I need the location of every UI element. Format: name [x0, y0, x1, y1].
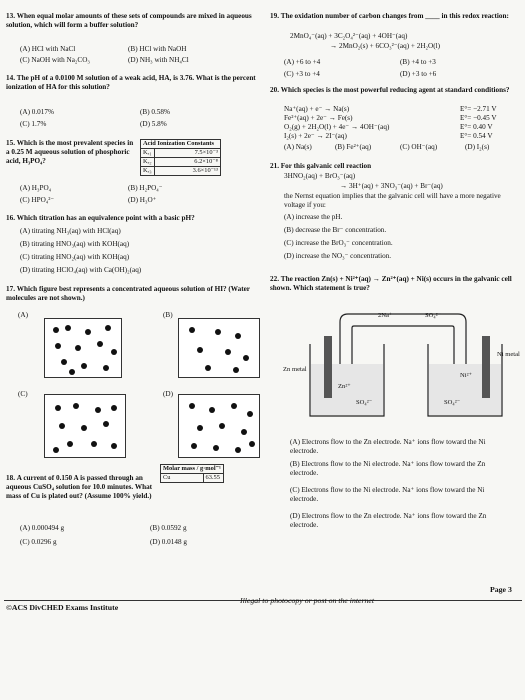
table-cell: Kₐ₁	[141, 149, 155, 158]
particle-dot	[191, 443, 197, 449]
equation-line: → 2MnO₂(s) + 6CO₃²⁻(aq) + 2H₂O(l)	[330, 42, 441, 50]
option-b[interactable]: (B) 0.58%	[140, 108, 170, 116]
question-number: 16.	[6, 214, 15, 222]
half-reaction: Na⁺(aq) + e⁻ → Na(s)	[284, 105, 350, 113]
question-number: 15.	[6, 139, 15, 147]
option-a[interactable]: (A) 0.000494 g	[20, 524, 65, 532]
question-number: 18.	[6, 474, 15, 482]
option-b[interactable]: (B) H₂PO₄⁻	[128, 184, 163, 192]
option-d[interactable]: (D) 0.0148 g	[150, 538, 187, 546]
option-a[interactable]: (A)	[18, 311, 28, 319]
question-number: 13.	[6, 12, 15, 20]
particle-dot	[247, 411, 253, 417]
bridge-label-so4: SO₄²⁻	[425, 312, 442, 319]
table-cell: 6.2×10⁻⁸	[154, 158, 220, 167]
option-a[interactable]: (A) +6 to +4	[284, 58, 321, 66]
question-stem: The reaction Zn(s) + Ni²⁺(aq) → Zn²⁺(aq) + Ni(s) occurs in the galvanic cell shown. Which statement is true?	[270, 275, 512, 292]
particle-dot	[97, 341, 103, 347]
question-stem-2: the Nernst equation implies that the galvanic cell will have a more negative voltage if you:	[284, 192, 501, 209]
question-18	[6, 474, 154, 501]
particle-dot	[219, 423, 225, 429]
particle-dot	[111, 405, 117, 411]
question-number: 14.	[6, 74, 15, 82]
particle-dot	[69, 369, 75, 375]
option-b[interactable]: (B)	[163, 311, 173, 319]
zn-electrode	[324, 336, 332, 398]
particle-dot	[65, 325, 71, 331]
particle-dot	[85, 329, 91, 335]
option-c[interactable]: (C) 1.7%	[20, 120, 47, 128]
particle-dot	[105, 325, 111, 331]
figure-c[interactable]	[44, 394, 126, 458]
table-cell: 63.55	[203, 474, 223, 483]
half-reaction: O₂(g) + 2H₂O(l) + 4e⁻ → 4OH⁻(aq)	[284, 123, 390, 131]
question-20	[270, 86, 520, 95]
footer-notice: Illegal to photocopy or post on the internet	[240, 596, 375, 605]
particle-dot	[75, 345, 81, 351]
question-22	[270, 275, 520, 293]
table-cell: 3.6×10⁻¹³	[154, 167, 220, 176]
particle-dot	[103, 421, 109, 427]
particle-dot	[55, 343, 61, 349]
option-c[interactable]: (C) OH⁻(aq)	[400, 143, 438, 151]
question-number: 20.	[270, 86, 279, 94]
question-stem: Which titration has an equivalence point with a basic pH?	[16, 214, 195, 222]
option-c[interactable]: (C) titrating HNO₂(aq) with KOH(aq)	[20, 253, 130, 261]
particle-dot	[73, 403, 79, 409]
option-c[interactable]: (C) Electrons flow to the Ni electrode. Na⁺ ions flow toward the Ni electrode.	[290, 486, 485, 503]
zn-metal-label: Zn metal	[283, 366, 307, 373]
particle-dot	[61, 359, 67, 365]
particle-dot	[243, 355, 249, 361]
question-15	[6, 139, 134, 166]
option-b[interactable]: (B) decrease the Br⁻ concentration.	[284, 226, 387, 234]
equation-line: → 3H⁺(aq) + 3NO₃⁻(aq) + Br⁻(aq)	[340, 182, 443, 190]
question-stem: Which species is the most powerful reducing agent at standard conditions?	[280, 86, 510, 94]
potential: E°= −2.71 V	[460, 105, 497, 113]
option-b[interactable]: (B) Electrons flow to the Ni electrode. Na⁺ ions flow toward the Zn electrode.	[290, 460, 486, 477]
option-c[interactable]: (C) +3 to +4	[284, 70, 320, 78]
equation-line: 3HNO₂(aq) + BrO₃⁻(aq)	[284, 172, 356, 180]
option-d[interactable]: (D) titrating HClO₄(aq) with Ca(OH)₂(aq)	[20, 266, 142, 274]
option-d[interactable]: (D) I₂(s)	[465, 143, 490, 151]
question-21	[270, 162, 520, 171]
page-number: Page 3	[490, 585, 512, 594]
option-a[interactable]: (A) 0.017%	[20, 108, 54, 116]
particle-dot	[197, 425, 203, 431]
option-a[interactable]: (A) H₃PO₄	[20, 184, 52, 192]
particle-dot	[215, 329, 221, 335]
particle-dot	[225, 349, 231, 355]
option-c[interactable]: (C) increase the BrO₃⁻ concentration.	[284, 239, 393, 247]
particle-dot	[209, 407, 215, 413]
particle-dot	[235, 333, 241, 339]
option-b[interactable]: (B) titrating HNO₃(aq) with KOH(aq)	[20, 240, 130, 248]
potential: E°= 0.40 V	[460, 123, 493, 131]
so4-right-label: SO₄²⁻	[444, 399, 461, 406]
figure-a[interactable]	[44, 318, 122, 378]
table-title: Acid Ionization Constants	[141, 140, 221, 149]
molar-mass-table	[160, 464, 224, 483]
zn-ion-label: Zn²⁺	[338, 383, 351, 390]
question-16	[6, 214, 262, 223]
table-title: Molar mass / g·mol⁻¹	[161, 465, 224, 474]
table-cell: Kₐ₃	[141, 167, 155, 176]
question-17	[6, 285, 262, 303]
question-number: 22.	[270, 275, 279, 283]
particle-dot	[55, 405, 61, 411]
particle-dot	[67, 441, 73, 447]
particle-dot	[111, 349, 117, 355]
option-a[interactable]: (A) Electrons flow to the Zn electrode. Na⁺ ions flow toward the Ni electrode.	[290, 438, 486, 455]
acid-constants-table	[140, 139, 221, 176]
option-d[interactable]: (D) increase the NO₃⁻ concentration.	[284, 252, 392, 260]
half-reaction: I₂(s) + 2e⁻ → 2I⁻(aq)	[284, 132, 347, 140]
question-stem: Which is the most prevalent species in a 0.25 M aqueous solution of phosphoric acid, H₃PO₄?	[6, 139, 134, 165]
particle-dot	[241, 429, 247, 435]
ni-ion-label: Ni²⁺	[460, 372, 473, 379]
option-b[interactable]: (B) +4 to +3	[400, 58, 436, 66]
particle-dot	[205, 365, 211, 371]
particle-dot	[189, 327, 195, 333]
option-a[interactable]: (A) Na(s)	[284, 143, 312, 151]
option-d[interactable]: (D) Electrons flow to the Zn electrode. Na⁺ ions flow toward the Zn electrode.	[290, 512, 487, 529]
particle-dot	[53, 327, 59, 333]
particle-dot	[235, 447, 241, 453]
option-a[interactable]: (A) HCl with NaCl	[20, 45, 76, 53]
question-stem: The oxidation number of carbon changes from ____ in this redox reaction:	[280, 12, 509, 20]
option-d[interactable]: (D) H₃O⁺	[128, 196, 157, 204]
bridge-label-na: 2Na⁺	[378, 312, 393, 319]
equation-line: 2MnO₄⁻(aq) + 3C₂O₄²⁻(aq) + 4OH⁻(aq)	[290, 32, 408, 40]
footer-publisher: ©ACS DivCHED Exams Institute	[6, 603, 119, 612]
question-19	[270, 12, 520, 21]
ni-electrode	[482, 336, 490, 398]
question-stem: Which figure best represents a concentrated aqueous solution of HI? (Water molecules are not shown.)	[6, 285, 250, 302]
half-reaction: Fe²⁺(aq) + 2e⁻ → Fe(s)	[284, 114, 353, 122]
particle-dot	[197, 347, 203, 353]
option-d[interactable]: (D) NH₃ with NH₄Cl	[128, 56, 189, 64]
figure-d[interactable]	[178, 394, 260, 458]
particle-dot	[81, 363, 87, 369]
question-stem: The pH of a 0.0100 M solution of a weak acid, HA, is 3.76. What is the percent ionization of HA for this solution?	[6, 74, 256, 91]
table-cell: Kₐ₂	[141, 158, 155, 167]
question-13	[6, 12, 262, 30]
question-number: 17.	[6, 285, 15, 293]
particle-dot	[53, 447, 59, 453]
option-b[interactable]: (B) HCl with NaOH	[128, 45, 187, 53]
option-b[interactable]: (B) Fe²⁺(aq)	[335, 143, 372, 151]
question-number: 21.	[270, 162, 279, 170]
option-a[interactable]: (A) titrating NH₃(aq) with HCl(aq)	[20, 227, 121, 235]
particle-dot	[103, 365, 109, 371]
table-cell: 7.5×10⁻³	[154, 149, 220, 158]
table-cell: Cu	[161, 474, 204, 483]
option-d[interactable]: (D)	[163, 390, 173, 398]
option-c[interactable]: (C)	[18, 390, 28, 398]
option-d[interactable]: (D) +3 to +6	[400, 70, 437, 78]
figure-b[interactable]	[178, 318, 260, 378]
particle-dot	[81, 425, 87, 431]
particle-dot	[213, 445, 219, 451]
option-c[interactable]: (C) 0.0296 g	[20, 538, 57, 546]
galvanic-cell-diagram	[280, 304, 520, 422]
question-number: 19.	[270, 12, 279, 20]
particle-dot	[111, 443, 117, 449]
option-c[interactable]: (C) NaOH with Na₂CO₃	[20, 56, 90, 64]
particle-dot	[233, 367, 239, 373]
question-stem: A current of 0.150 A is passed through an aqueous CuSO₄ solution for 10.0 minutes. What mass of Cu is plated out? (Assume 100% yield.)	[6, 474, 153, 500]
so4-left-label: SO₄²⁻	[356, 399, 373, 406]
particle-dot	[91, 441, 97, 447]
particle-dot	[59, 423, 65, 429]
particle-dot	[231, 403, 237, 409]
particle-dot	[95, 407, 101, 413]
question-14	[6, 74, 262, 92]
option-b[interactable]: (B) 0.0592 g	[150, 524, 187, 532]
option-a[interactable]: (A) increase the pH.	[284, 213, 343, 221]
option-c[interactable]: (C) HPO₄²⁻	[20, 196, 55, 204]
potential: E°= −0.45 V	[460, 114, 497, 122]
question-stem: For this galvanic cell reaction	[280, 162, 372, 170]
particle-dot	[189, 403, 195, 409]
particle-dot	[249, 441, 255, 447]
option-d[interactable]: (D) 5.8%	[140, 120, 167, 128]
ni-metal-label: Ni metal	[497, 351, 520, 358]
potential: E°= 0.54 V	[460, 132, 493, 140]
question-stem: When equal molar amounts of these sets of compounds are mixed in aqueous solution, which will form a buffer solution?	[6, 12, 252, 29]
